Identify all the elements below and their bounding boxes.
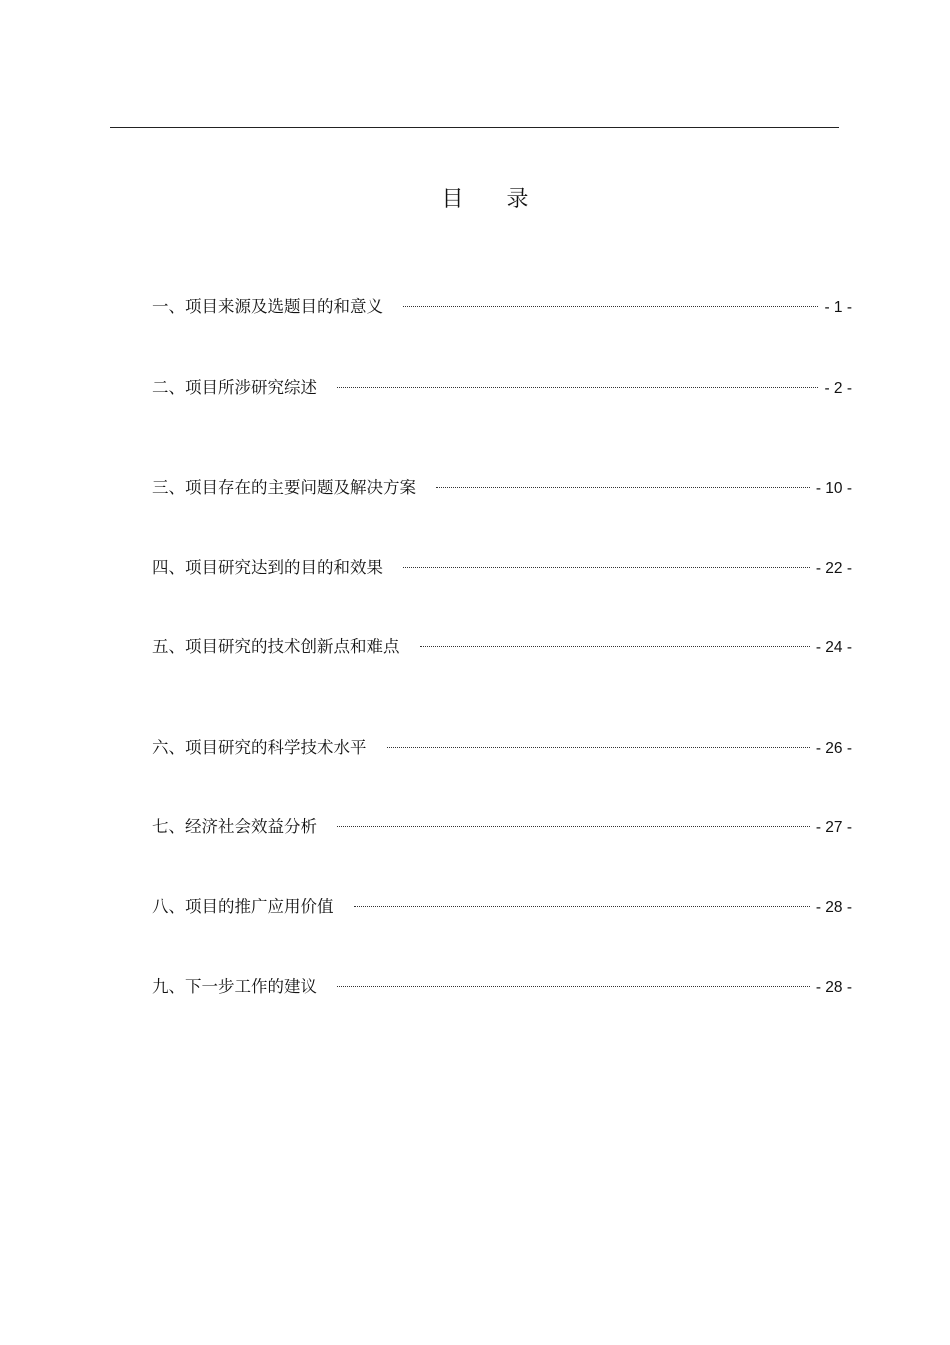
toc-entry-label: 二、项目所涉研究综述 xyxy=(152,378,317,397)
toc-dot-leader xyxy=(436,469,810,493)
toc-entry-page: - 24 - xyxy=(815,639,852,656)
toc-dot-leader xyxy=(403,288,818,312)
toc-entry-label: 五、项目研究的技术创新点和难点 xyxy=(152,637,400,656)
toc-entry-1[interactable] xyxy=(152,288,852,316)
toc-dot-leader xyxy=(420,628,810,652)
toc-dot-leader xyxy=(403,549,810,573)
toc-entry-page: - 10 - xyxy=(815,480,852,497)
toc-dot-leader xyxy=(337,808,810,832)
toc-dot-leader xyxy=(387,729,810,753)
toc-entry-label: 三、项目存在的主要问题及解决方案 xyxy=(152,478,416,497)
toc-entry-label: 六、项目研究的科学技术水平 xyxy=(152,738,367,757)
toc-entry-page: - 22 - xyxy=(815,560,852,577)
header-rule xyxy=(110,127,839,128)
toc-dot-leader xyxy=(337,369,818,393)
toc-entry-label: 七、经济社会效益分析 xyxy=(152,817,317,836)
toc-entry-page: - 28 - xyxy=(815,979,852,996)
toc-entry-5[interactable] xyxy=(152,628,852,656)
toc-entry-4[interactable] xyxy=(152,549,852,577)
toc-entry-page: - 28 - xyxy=(815,899,852,916)
toc-dot-leader xyxy=(354,888,810,912)
toc-entry-7[interactable] xyxy=(152,808,852,836)
toc-entry-page: - 26 - xyxy=(815,740,852,757)
toc-entry-3[interactable] xyxy=(152,469,852,497)
toc-title: 目 录 xyxy=(441,187,547,212)
toc-entry-8[interactable] xyxy=(152,888,852,916)
toc-entry-label: 一、项目来源及选题目的和意义 xyxy=(152,297,383,316)
toc-entry-label: 四、项目研究达到的目的和效果 xyxy=(152,558,383,577)
toc-dot-leader xyxy=(337,968,810,992)
toc-entry-6[interactable] xyxy=(152,729,852,757)
toc-entry-9[interactable] xyxy=(152,968,852,996)
toc-entry-page: - 2 - xyxy=(824,380,852,397)
toc-entry-page: - 1 - xyxy=(824,299,852,316)
toc-entry-label: 九、下一步工作的建议 xyxy=(152,977,317,996)
toc-entry-page: - 27 - xyxy=(815,819,852,836)
toc-entry-2[interactable] xyxy=(152,369,852,397)
toc-entry-label: 八、项目的推广应用价值 xyxy=(152,897,334,916)
